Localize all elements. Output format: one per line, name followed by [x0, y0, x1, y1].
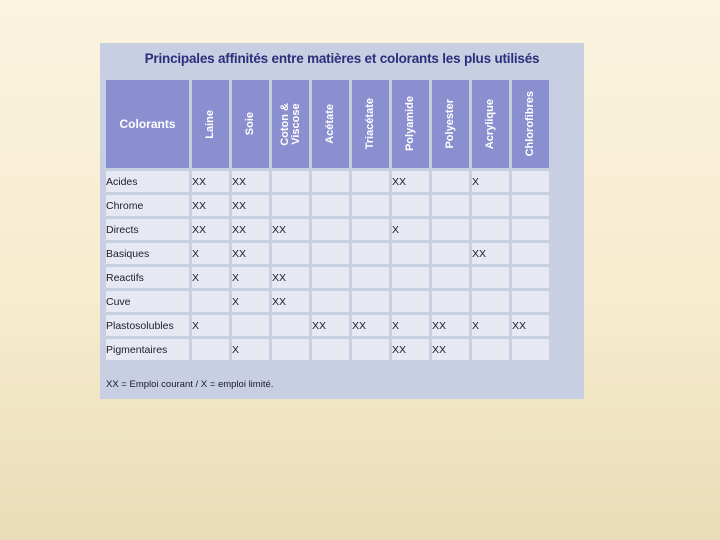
table-cell: XX — [512, 315, 549, 336]
table-cell: X — [392, 219, 429, 240]
table-row — [106, 291, 549, 312]
table-row — [106, 243, 549, 264]
table-cell: X — [192, 315, 229, 336]
header-row — [106, 80, 549, 168]
table-cell — [312, 171, 349, 192]
table-cell — [192, 291, 229, 312]
table-cell — [472, 339, 509, 360]
table-cell — [392, 243, 429, 264]
column-header: Coton & Viscose — [272, 80, 309, 168]
table-cell — [352, 171, 389, 192]
table-cell: XX — [232, 195, 269, 216]
table-cell — [232, 315, 269, 336]
table-row — [106, 339, 549, 360]
column-header: Acrylique — [472, 80, 509, 168]
row-label: Directs — [106, 219, 189, 240]
table-cell — [312, 339, 349, 360]
table-cell: XX — [392, 339, 429, 360]
row-label: Cuve — [106, 291, 189, 312]
table-body — [106, 171, 549, 360]
table-cell: XX — [232, 219, 269, 240]
legend-footnote: XX = Emploi courant / X = emploi limité. — [106, 379, 274, 390]
table-row — [106, 171, 549, 192]
table-cell: XX — [312, 315, 349, 336]
column-header: Soie — [232, 80, 269, 168]
table-cell: X — [472, 171, 509, 192]
table-cell — [352, 291, 389, 312]
column-header: Polyamide — [392, 80, 429, 168]
table-cell: X — [472, 315, 509, 336]
column-header: Chlorofibres — [512, 80, 549, 168]
table-cell: XX — [192, 171, 229, 192]
table-cell: XX — [232, 243, 269, 264]
table-row — [106, 195, 549, 216]
table-cell — [352, 243, 389, 264]
row-label: Acides — [106, 171, 189, 192]
table-cell: X — [232, 291, 269, 312]
table-cell — [272, 171, 309, 192]
row-label: Basiques — [106, 243, 189, 264]
table-cell — [272, 195, 309, 216]
table-cell — [272, 339, 309, 360]
table-cell — [512, 171, 549, 192]
table-row — [106, 315, 549, 336]
table-cell — [472, 195, 509, 216]
table-cell — [432, 219, 469, 240]
table-cell: XX — [432, 315, 469, 336]
table-cell — [512, 291, 549, 312]
table-cell — [432, 195, 469, 216]
table-cell — [392, 291, 429, 312]
table-cell: XX — [392, 171, 429, 192]
table-title: Principales affinités entre matières et colorants les plus utilisés — [144, 51, 540, 66]
column-header: Laine — [192, 80, 229, 168]
table-cell — [352, 339, 389, 360]
table-cell — [392, 195, 429, 216]
affinity-table — [103, 77, 552, 363]
table-cell — [312, 195, 349, 216]
table-cell — [312, 291, 349, 312]
table-cell: XX — [352, 315, 389, 336]
table-cell — [432, 291, 469, 312]
table-cell — [432, 171, 469, 192]
table-cell — [512, 267, 549, 288]
table-cell — [272, 315, 309, 336]
table-cell: XX — [432, 339, 469, 360]
table-cell — [512, 339, 549, 360]
table-cell — [472, 219, 509, 240]
table-cell — [312, 267, 349, 288]
table-cell: XX — [232, 171, 269, 192]
table-cell: XX — [472, 243, 509, 264]
table-cell: X — [392, 315, 429, 336]
table-cell: XX — [272, 219, 309, 240]
row-label: Plastosolubles — [106, 315, 189, 336]
table-cell — [512, 195, 549, 216]
table-cell — [352, 267, 389, 288]
table-cell — [472, 291, 509, 312]
table-cell: X — [192, 267, 229, 288]
table-cell — [192, 339, 229, 360]
table-cell: XX — [272, 291, 309, 312]
table-cell — [352, 195, 389, 216]
table-cell: XX — [192, 219, 229, 240]
table-cell — [272, 243, 309, 264]
table-cell — [512, 219, 549, 240]
table-cell — [352, 219, 389, 240]
column-header: Acétate — [312, 80, 349, 168]
table-cell: X — [232, 267, 269, 288]
table-row — [106, 219, 549, 240]
row-label: Reactifs — [106, 267, 189, 288]
table-cell — [392, 267, 429, 288]
table-figure — [100, 43, 584, 399]
corner-header: Colorants — [106, 80, 189, 168]
table-row — [106, 267, 549, 288]
table-cell — [512, 243, 549, 264]
table-cell — [432, 267, 469, 288]
row-label: Pigmentaires — [106, 339, 189, 360]
table-cell — [312, 219, 349, 240]
table-cell — [432, 243, 469, 264]
table-cell — [312, 243, 349, 264]
row-label: Chrome — [106, 195, 189, 216]
column-header: Triacétate — [352, 80, 389, 168]
table-cell: XX — [272, 267, 309, 288]
table-cell: XX — [192, 195, 229, 216]
column-header: Polyester — [432, 80, 469, 168]
table-cell — [472, 267, 509, 288]
table-cell: X — [192, 243, 229, 264]
table-cell: X — [232, 339, 269, 360]
